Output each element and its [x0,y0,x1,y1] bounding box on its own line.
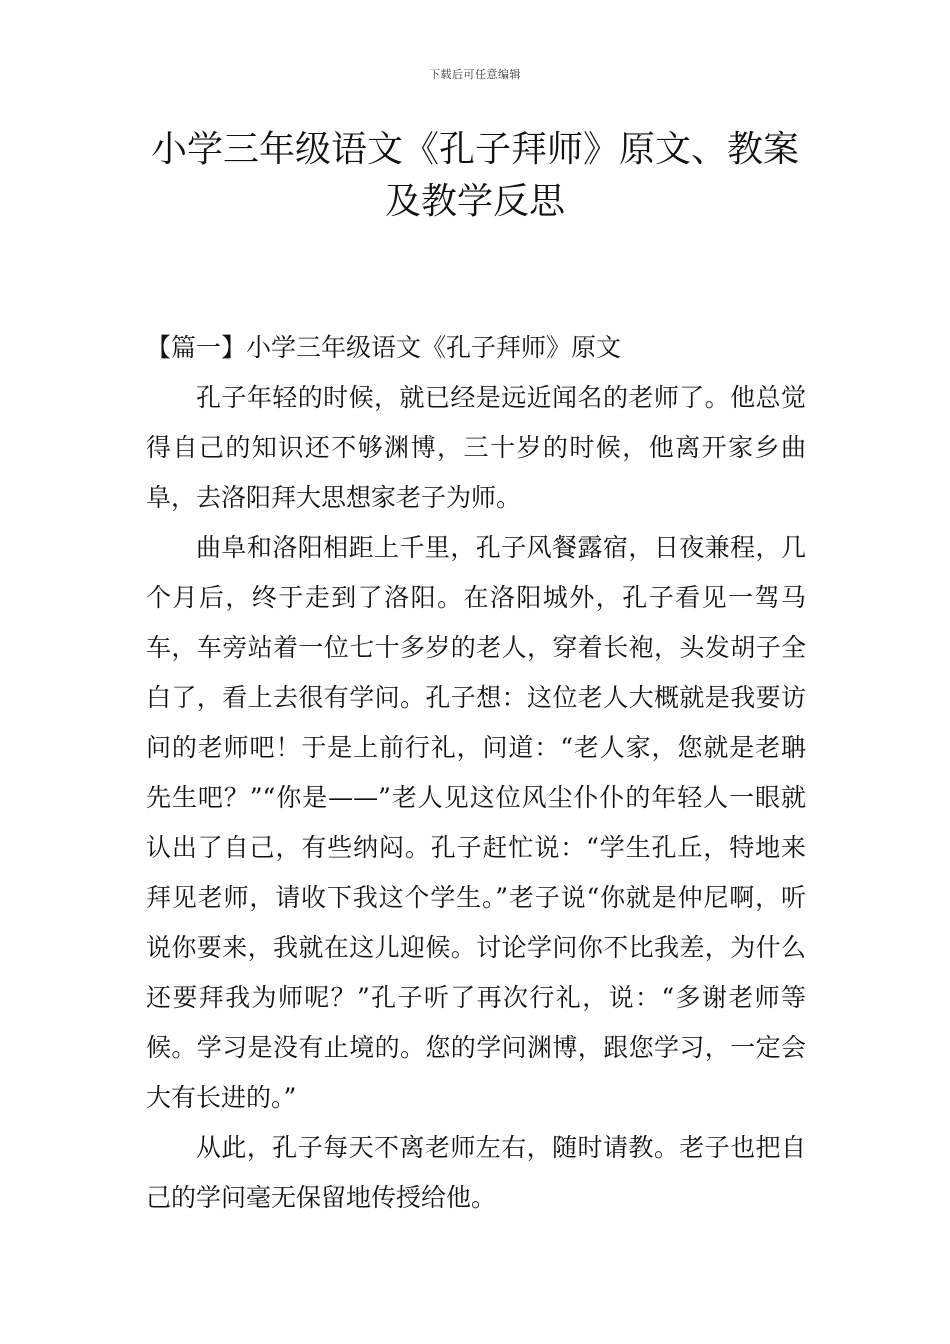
section-heading: 【篇一】小学三年级语文《孔子拜师》原文 [146,333,622,362]
document-title: 小学三年级语文《孔子拜师》原文、教案及教学反思 [150,129,799,222]
header-note: 下载后可任意编辑 [429,68,521,81]
document-body [146,323,806,1223]
paragraph: 曲阜和洛阳相距上千里，孔子风餐露宿，日夜兼程，几个月后，终于走到了洛阳。在洛阳城外，孔子看见一驾马车，车旁站着一位七十多岁的老人，穿着长袍，头发胡子全白了，看上去很有学问。孔子想：这位老人大概就是我要访问的老师吧！于是上前行礼，问道：“老人家，您就是老聃先生吧？”“你是——”老人见这位风尘仆仆的年轻人一眼就认出了自己，有些纳闷。孔子赶忙说：“学生孔丘，特地来拜见老师，请收下我这个学生。”老子说“你就是仲尼啊，听说你要来，我就在这儿迎候。讨论学问你不比我差，为什么还要拜我为师呢？”孔子听了再次行礼，说：“多谢老师等候。学习是没有止境的。您的学问渊博，跟您学习，一定会大有长进的。” [146,533,806,1112]
paragraph: 从此，孔子每天不离老师左右，随时请教。老子也把自己的学问毫无保留地传授给他。 [146,1133,806,1212]
paragraph: 孔子年轻的时候，就已经是远近闻名的老师了。他总觉得自己的知识还不够渊博，三十岁的时候，他离开家乡曲阜，去洛阳拜大思想家老子为师。 [146,383,806,512]
